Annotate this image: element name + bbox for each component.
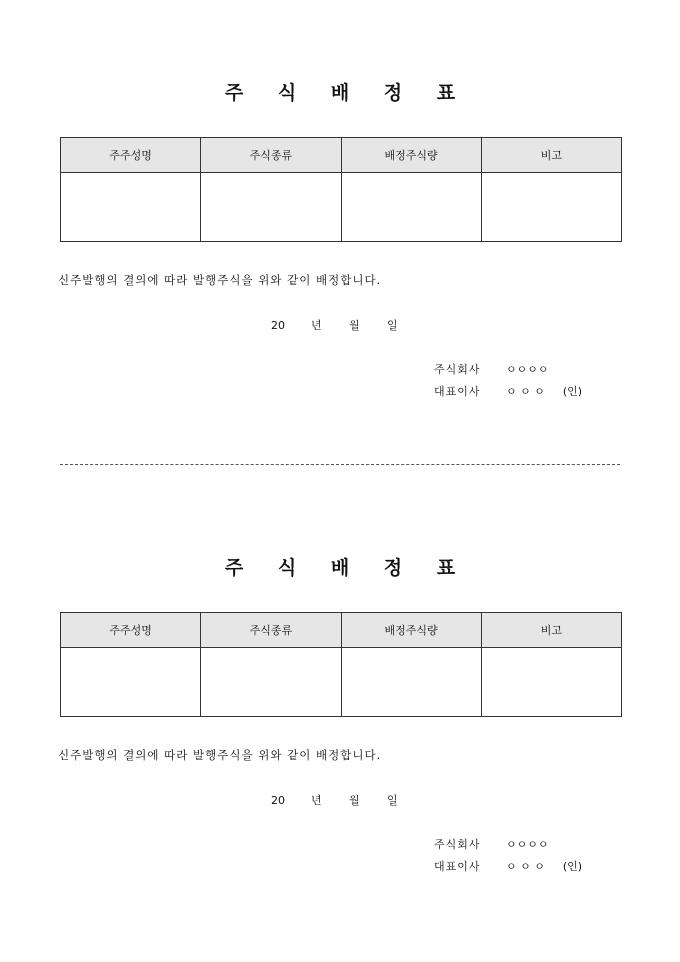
day-unit: 일 xyxy=(387,319,398,332)
allocation-statement: 신주발행의 결의에 따라 발행주식을 위와 같이 배정합니다. xyxy=(58,273,382,287)
year-prefix: 20 xyxy=(271,319,285,332)
company-label: 주식회사 xyxy=(434,838,481,851)
cell-shareholder-name[interactable] xyxy=(61,173,201,242)
header-remarks: 비고 xyxy=(481,138,621,173)
representative-label: 대표이사 xyxy=(434,860,481,873)
cell-remarks[interactable] xyxy=(481,648,621,717)
cell-share-type[interactable] xyxy=(201,648,341,717)
representative-name: ㅇ ㅇ ㅇ xyxy=(506,860,545,873)
representative-line xyxy=(434,381,582,403)
header-allotted-shares: 배정주식량 xyxy=(341,613,481,648)
header-remarks: 비고 xyxy=(481,613,621,648)
cell-share-type[interactable] xyxy=(201,173,341,242)
cell-shareholder-name[interactable] xyxy=(61,648,201,717)
company-signature xyxy=(434,834,582,878)
representative-name: ㅇ ㅇ ㅇ xyxy=(506,385,545,398)
document-title: 주 식 배 정 표 xyxy=(224,557,470,579)
header-shareholder-name: 주주성명 xyxy=(61,138,201,173)
allocation-slip-top xyxy=(0,0,680,440)
allocation-statement: 신주발행의 결의에 따라 발행주식을 위와 같이 배정합니다. xyxy=(58,748,382,762)
table-header-row xyxy=(61,613,622,648)
company-label: 주식회사 xyxy=(434,363,481,376)
year-unit: 년 xyxy=(311,319,322,332)
date-line xyxy=(271,792,398,808)
representative-line xyxy=(434,856,582,878)
table-row xyxy=(61,648,622,717)
cut-line-divider xyxy=(60,464,620,465)
header-share-type: 주식종류 xyxy=(201,613,341,648)
month-unit: 월 xyxy=(349,794,360,807)
allocation-table xyxy=(60,137,622,242)
header-share-type: 주식종류 xyxy=(201,138,341,173)
allocation-slip-bottom xyxy=(0,475,680,915)
seal-mark: (인) xyxy=(562,385,583,398)
company-name-line xyxy=(434,834,582,856)
company-signature xyxy=(434,359,582,403)
representative-label: 대표이사 xyxy=(434,385,481,398)
header-shareholder-name: 주주성명 xyxy=(61,613,201,648)
table-row xyxy=(61,173,622,242)
seal-mark: (인) xyxy=(562,860,583,873)
cell-remarks[interactable] xyxy=(481,173,621,242)
cell-allotted-shares[interactable] xyxy=(341,173,481,242)
cell-allotted-shares[interactable] xyxy=(341,648,481,717)
month-unit: 월 xyxy=(349,319,360,332)
company-name: ㅇㅇㅇㅇ xyxy=(506,838,549,851)
year-unit: 년 xyxy=(311,794,322,807)
year-prefix: 20 xyxy=(271,794,285,807)
table-header-row xyxy=(61,138,622,173)
date-line xyxy=(271,317,398,333)
company-name: ㅇㅇㅇㅇ xyxy=(506,363,549,376)
document-title: 주 식 배 정 표 xyxy=(224,82,470,104)
day-unit: 일 xyxy=(387,794,398,807)
company-name-line xyxy=(434,359,582,381)
allocation-table xyxy=(60,612,622,717)
header-allotted-shares: 배정주식량 xyxy=(341,138,481,173)
